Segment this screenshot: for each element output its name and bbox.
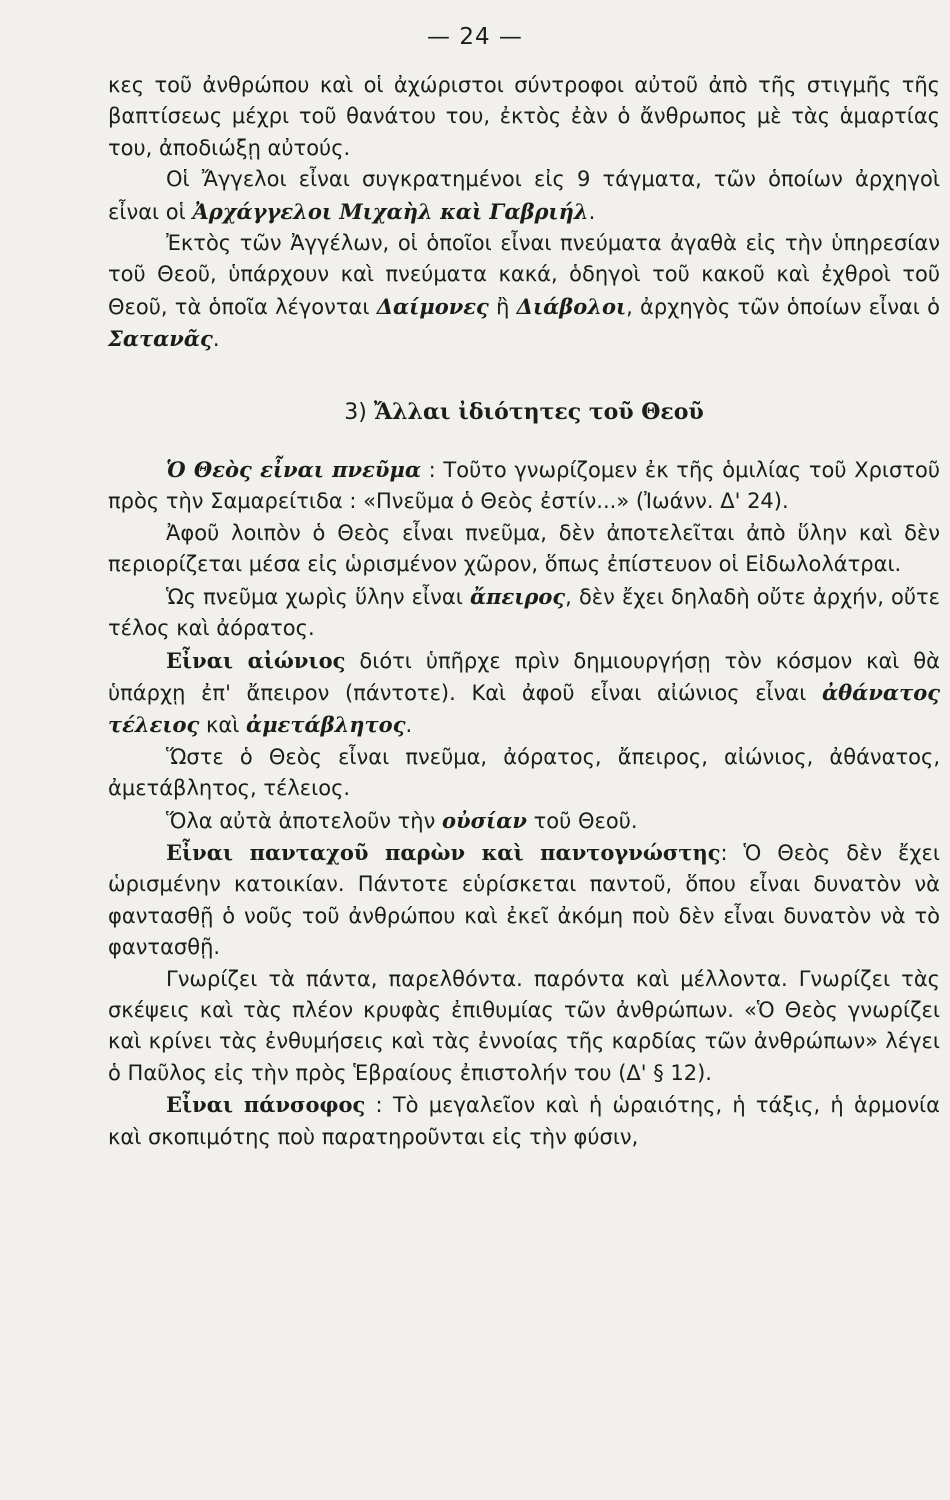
text-run: Ἐκτὸς τῶν Ἀγγέλων, οἱ ὁποῖοι εἶναι πνεύματα ἀγαθὰ εἰς τὴν ὑπηρεσίαν τοῦ Θεοῦ, ὑπάρχουν καὶ πνεύματα κακά, ὁδηγοὶ τοῦ κακοῦ καὶ ἐχθροὶ τοῦ Θεοῦ, τὰ ὁποῖα λέγονται xyxy=(108,231,940,319)
text-run: τοῦ Θεοῦ. xyxy=(526,808,638,833)
emphasis-apeiros: ἄπειρος xyxy=(469,583,566,609)
paragraph-eternal xyxy=(108,645,940,742)
page-body xyxy=(108,70,940,1153)
emphasis-satanas: Σατανᾶς xyxy=(108,326,213,352)
text-run: Οἱ Ἄγγελοι εἶναι συγκρατημένοι εἰς 9 τάγματα, τῶν ὁποίων ἀρχηγοὶ εἶναι οἱ xyxy=(108,167,940,224)
paragraph-all-wise xyxy=(108,1089,940,1153)
paragraph-evil-spirits xyxy=(108,228,940,356)
text-run: Ὡς πνεῦμα χωρὶς ὕλην εἶναι xyxy=(166,584,470,609)
emphasis-diavoloi: Διάβολοι xyxy=(516,293,627,319)
emphasis-unchangeable: ἀμετάβλητος xyxy=(246,712,406,738)
emphasis-all-wise: Εἶναι πάνσοφος xyxy=(166,1092,366,1118)
emphasis-eternal: Εἶναι αἰώνιος xyxy=(166,647,346,673)
text-run: , ἀρχηγὸς τῶν ὁποίων εἶναι ὁ xyxy=(626,294,940,319)
paragraph-angels-companions: κες τοῦ ἀνθρώπου καὶ οἱ ἀχώριστοι σύντροφοι αὐτοῦ ἀπὸ τῆς στιγμῆς τῆς βαπτίσεως μέχρι τοῦ θανάτου του, ἐκτὸς ἐὰν ὁ ἄνθρωπος μὲ τὰς ἁμαρτίας του, ἀποδιώξῃ αὐτούς. xyxy=(108,73,940,160)
text-run: : Ὁ Θεὸς δὲν ἔχει ὡρισμένην κατοικίαν. Πάντοτε εὑρίσκεται παντοῦ, ὅπου εἶναι δυνατὸν νὰ φαντασθῇ ὁ νοῦς τοῦ ἀνθρώπου καὶ ἐκεῖ ἀκόμη ποὺ δὲν εἶναι δυνατὸν νὰ τὸ φαντασθῇ. xyxy=(108,840,940,960)
paragraph-no-matter: Ἀφοῦ λοιπὸν ὁ Θεὸς εἶναι πνεῦμα, δὲν ἀποτελεῖται ἀπὸ ὕλην καὶ δὲν περιορίζεται μέσα εἰς ὡρισμένον χῶρον, ὅπως ἐπίστευον οἱ Εἰδωλολάτραι. xyxy=(108,520,940,577)
emphasis-god-is-spirit: Ὁ Θεὸς εἶναι πνεῦμα xyxy=(166,457,421,483)
text-run: : Τοῦτο γνωρίζομεν ἐκ τῆς ὁμιλίας τοῦ Χριστοῦ πρὸς τὴν Σαμαρείτιδα : «Πνεῦμα ὁ Θεὸς ἐστίν...» (Ἰωάνν. Δ' 24). xyxy=(108,458,940,514)
page-number: — 24 — xyxy=(427,24,523,50)
section-number: 3) xyxy=(344,399,374,425)
text-run: . xyxy=(212,327,220,352)
paragraph-angel-orders xyxy=(108,164,940,228)
paragraph-summary: Ὥστε ὁ Θεὸς εἶναι πνεῦμα, ἀόρατος, ἄπειρος, αἰώνιος, ἀθάνατος, ἀμετάβλητος, τέλειος. xyxy=(108,744,940,801)
emphasis-omnipresent: Εἶναι πανταχοῦ παρὼν καὶ παντογνώστης xyxy=(166,839,721,865)
text-run: Ὅλα αὐτὰ ἀποτελοῦν τὴν xyxy=(166,808,442,833)
text-run: , δὲν ἔχει δηλαδὴ οὔτε ἀρχήν, οὔτε τέλος καὶ ἀόρατος. xyxy=(108,584,940,641)
emphasis-ousia: οὐσίαν xyxy=(442,807,527,833)
text-run: διότι ὑπῆρχε πρὶν δημιουργήσῃ τὸν κόσμον καὶ θὰ ὑπάρχῃ ἐπ' ἄπειρον (πάντοτε). Καὶ ἀφοῦ εἶναι αἰώνιος εἶναι xyxy=(108,648,941,705)
text-run: καὶ xyxy=(199,713,247,738)
paragraph-infinite xyxy=(108,581,940,645)
emphasis-daimones: Δαίμονες xyxy=(376,293,489,319)
emphasis-immortal-perfect: ἀθάνατος τέλειος xyxy=(108,679,940,738)
text-run: ἢ xyxy=(488,294,517,319)
section-title: Ἄλλαι ἰδιότητες τοῦ Θεοῦ xyxy=(373,398,704,425)
emphasis-archangels: Ἀρχάγγελοι Μιχαὴλ καὶ Γαβριήλ xyxy=(192,198,589,224)
paragraph-omnipresent xyxy=(108,837,940,964)
text-run: . xyxy=(405,713,413,738)
section-heading xyxy=(108,397,940,428)
paragraph-knows-all: Γνωρίζει τὰ πάντα, παρελθόντα. παρόντα καὶ μέλλοντα. Γνωρίζει τὰς σκέψεις καὶ τὰς πλέον κρυφὰς ἐπιθυμίας τῶν ἀνθρώπων. «Ὁ Θεὸς γνωρίζει καὶ κρίνει τὰς ἐνθυμήσεις καὶ τὰς ἐννοίας τῆς καρδίας τῶν ἀνθρώπων» λέγει ὁ Παῦλος εἰς τὴν πρὸς Ἑβραίους ἐπιστολήν του (Δ' § 12). xyxy=(108,966,940,1085)
text-run: : Τὸ μεγαλεῖον καὶ ἡ ὡραιότης, ἡ τάξις, ἡ ἁρμονία καὶ σκοπιμότης ποὺ παρατηροῦνται εἰς τὴν φύσιν, xyxy=(108,1093,940,1149)
paragraph-essence xyxy=(108,805,940,837)
text-run: . xyxy=(588,199,596,224)
paragraph-god-is-spirit xyxy=(108,454,940,518)
